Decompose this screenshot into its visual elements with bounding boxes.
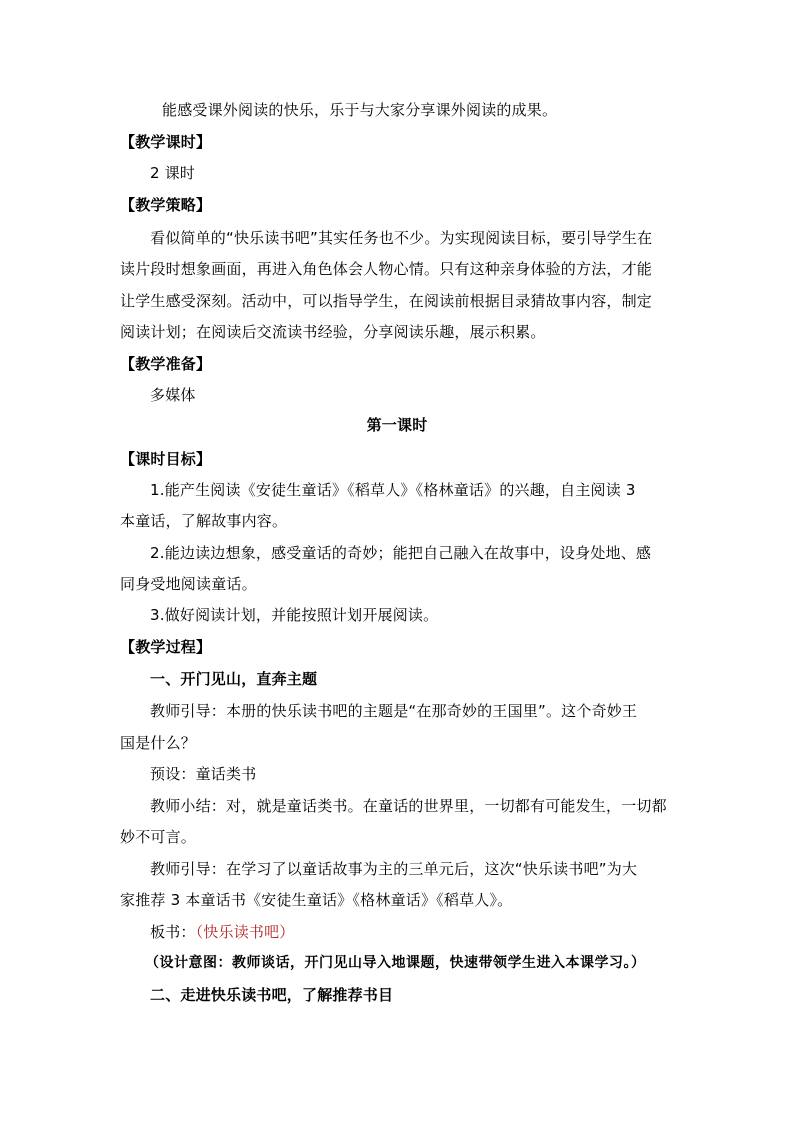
- prep-heading: 【教学准备】: [120, 355, 212, 373]
- process-part1-title: 一、开门见山，直奔主题: [150, 670, 318, 688]
- goal-line: 3.做好阅读计划，并能按照计划开展阅读。: [150, 606, 439, 624]
- process-line: 国是什么？: [120, 734, 197, 752]
- strategy-line: 读片段时想象画面，再进入角色体会人物心情。只有这种亲身体验的方法，才能: [120, 260, 653, 278]
- lesson-title: 第一课时: [366, 416, 428, 434]
- process-line: 教师引导：本册的快乐读书吧的主题是“在那奇妙的王国里”。这个奇妙王: [150, 702, 638, 720]
- prep-text: 多媒体: [150, 386, 196, 404]
- process-line: 妙不可言。: [120, 828, 197, 846]
- goal-line: 本童话，了解故事内容。: [120, 512, 288, 530]
- process-line: 教师引导：在学习了以童话故事为主的三单元后，这次“快乐读书吧”为大: [150, 860, 638, 878]
- board-line: [150, 922, 295, 942]
- strategy-line: 阅读计划；在阅读后交流读书经验，分享阅读乐趣，展示积累。: [120, 323, 546, 341]
- goal-line: 1.能产生阅读《安徒生童话》《稻草人》《格林童话》的兴趣，自主阅读 3: [150, 481, 636, 499]
- strategy-line: 看似简单的“快乐读书吧”其实任务也不少。为实现阅读目标，要引导学生在: [150, 229, 653, 247]
- goals-heading: 【课时目标】: [120, 450, 212, 468]
- process-line: 家推荐 3 本童话书《安徒生童话》《格林童话》《稻草人》。: [120, 891, 513, 909]
- process-line: 预设：童话类书: [150, 765, 257, 783]
- design-note: （设计意图：教师谈话，开门见山导入地课题，快速带领学生进入本课学习。）: [145, 955, 646, 971]
- strategy-line: 让学生感受深刻。活动中，可以指导学生，在阅读前根据目录猜故事内容，制定: [120, 292, 653, 310]
- process-line: 教师小结：对，就是童话类书。在童话的世界里，一切都有可能发生，一切都: [150, 797, 667, 815]
- strategy-heading: 【教学策略】: [120, 196, 212, 214]
- goal-line: 同身受地阅读童话。: [120, 575, 257, 593]
- goal-tail-line: 能感受课外阅读的快乐，乐于与大家分享课外阅读的成果。: [162, 101, 558, 119]
- board-value: （快乐读书吧）: [195, 923, 295, 941]
- goal-line: 2.能边读边想象，感受童话的奇妙；能把自己融入在故事中，设身处地、感: [150, 544, 652, 562]
- board-label: 板书：: [150, 923, 196, 941]
- process-heading: 【教学过程】: [120, 638, 212, 656]
- hours-text: 2 课时: [150, 164, 196, 182]
- process-part2-title: 二、走进快乐读书吧，了解推荐书目: [150, 986, 394, 1004]
- hours-heading: 【教学课时】: [120, 133, 212, 151]
